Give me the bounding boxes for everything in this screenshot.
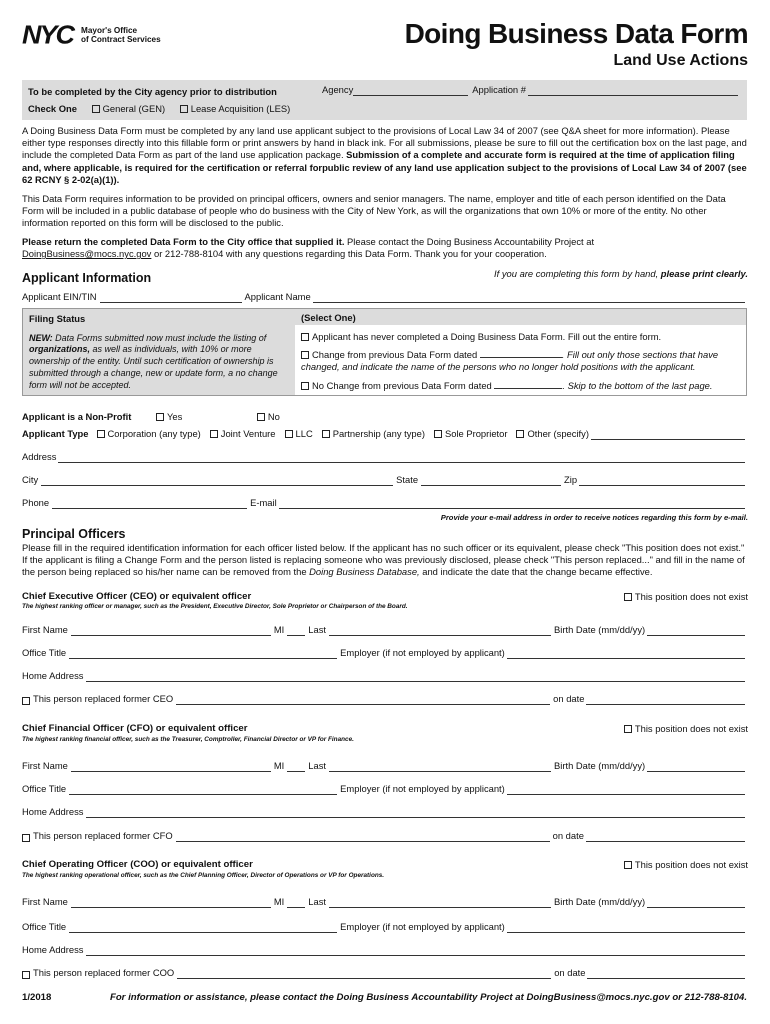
ceo-replaced-date-input[interactable] [586,696,745,705]
select-one-label: (Select One) [295,309,746,325]
coo-home-address-input[interactable] [86,947,746,956]
intro-paragraph-1: A Doing Business Data Form must be completed by any land use applicant subject to the provisions of Local Law 34 of 2007 (see Q&A sheet for more information). Please either type responses directly into this fillable form or print answers by hand in black ink. For all submissions, please be sure to fill out the certification box on the last page, and include the completed Data Form as part of the land use application package. Submission of a complete and accurate form is required at the time of application filing and, where applicable, is required for the certification or referral forpublic review of any land use application subject to the provisions of Local Law 34 of 2007 (see 62 RCNY § 2-02(a)(1)). [22,125,747,185]
cfo-title: Chief Financial Officer (CFO) or equivalent officer [22,723,248,734]
ceo-last-name-input[interactable] [329,627,551,636]
cfo-replaced-checkbox[interactable] [22,834,30,842]
nonprofit-no-checkbox[interactable] [257,413,265,421]
filing-status-note: NEW: Data Forms submitted now must include the listing of organizations, as well as individuals, with 10% or more ownership of the entity. Until such certification of ownership is submitted through a change, new or update form, a no change form will not be accepted. [29,332,278,390]
select-one-col [295,309,746,395]
contact-email-link[interactable]: DoingBusiness@mocs.nyc.gov [22,248,152,260]
cfo-mi-input[interactable] [287,763,305,772]
address-row [22,451,747,463]
footer [22,992,747,1004]
coo-not-exist-checkbox[interactable] [624,861,632,869]
applicant-name-label: Applicant Name [244,291,311,302]
ceo-replaced-checkbox[interactable] [22,697,30,705]
ceo-first-name-input[interactable] [71,627,271,636]
never-filed-checkbox[interactable] [301,333,309,341]
type-sole-proprietor-checkbox[interactable] [434,430,442,438]
ceo-replaced-name-input[interactable] [176,696,550,705]
application-number-input[interactable] [528,87,738,96]
state-input[interactable] [421,477,561,486]
form-subtitle: Land Use Actions [613,52,748,69]
cfo-title-row: Office Title Employer (if not employed by applicant) [22,783,747,795]
ceo-mi-input[interactable] [287,627,305,636]
phone-email-row [22,497,747,509]
coo-description: The highest ranking operational officer, such as the Chief Planning Officer, Director of Operations or VP for Operations. [22,872,385,879]
cfo-home-address-input[interactable] [86,809,746,818]
coo-title: Chief Operating Officer (COO) or equivalent officer [22,859,253,870]
coo-not-exist: This position does not exist [624,859,748,871]
option-no-change: No Change from previous Data Form dated . Skip to the bottom of the last page. [301,380,712,392]
footer-contact: For information or assistance, please contact the Doing Business Accountability Project at DoingBusiness@mocs.nyc.gov or 212-788-8104. [109,992,747,1003]
ceo-not-exist: This position does not exist [624,591,748,603]
ein-name-row [22,291,747,303]
coo-address-row: Home Address [22,944,747,956]
principal-officers-heading: Principal Officers [22,527,126,541]
email-input[interactable] [279,500,745,509]
zip-label: Zip [564,474,578,485]
no-change-checkbox[interactable] [301,382,309,390]
phone-input[interactable] [52,500,247,509]
ein-input[interactable] [100,294,242,303]
coo-employer-input[interactable] [507,924,745,933]
ceo-address-row: Home Address [22,670,747,682]
ceo-name-row: First Name MI Last Birth Date (mm/dd/yy) [22,624,747,636]
form-version-date: 1/2018 [22,992,52,1003]
coo-replaced-name-input[interactable] [177,970,551,979]
cfo-birth-date-input[interactable] [647,763,745,772]
coo-office-title-input[interactable] [69,924,337,933]
applicant-heading: Applicant Information [22,271,152,285]
state-label: State [396,474,419,485]
cfo-last-name-input[interactable] [329,763,551,772]
coo-replaced-checkbox[interactable] [22,971,30,979]
cfo-replaced-row: This person replaced former CFO on date [22,830,747,842]
type-other-checkbox[interactable] [516,430,524,438]
check-one-row [28,103,290,115]
cfo-name-row: First Name MI Last Birth Date (mm/dd/yy) [22,760,747,772]
applicant-name-input[interactable] [313,294,745,303]
change-date-input[interactable] [480,349,562,358]
type-partnership-checkbox[interactable] [322,430,330,438]
coo-name-row: First Name MI Last Birth Date (mm/dd/yy) [22,896,747,908]
gen-label: General (GEN) [102,103,166,114]
filing-status-label: Filing Status [29,313,86,324]
city-label: City [22,474,39,485]
ceo-employer-input[interactable] [507,650,745,659]
option-never: Applicant has never completed a Doing Business Data Form. Fill out the entire form. [301,331,661,343]
coo-replaced-row: This person replaced former COO on date [22,967,747,979]
cfo-employer-input[interactable] [507,786,745,795]
applicant-type-row: Applicant Type Corporation (any type) Joint Venture LLC Partnership (any type) Sole Proprietor Other (specify) [22,428,747,440]
coo-first-name-input[interactable] [71,899,271,908]
applicant-type-label: Applicant Type [22,428,89,439]
les-label: Lease Acquisition (LES) [190,103,291,114]
ein-label: Applicant EIN/TIN [22,291,97,302]
cfo-address-row: Home Address [22,806,747,818]
ceo-title: Chief Executive Officer (CEO) or equivalent officer [22,591,252,602]
zip-input[interactable] [579,477,745,486]
cfo-not-exist: This position does not exist [624,723,748,735]
ceo-title-row: Office Title Employer (if not employed by applicant) [22,647,747,659]
cfo-office-title-input[interactable] [69,786,337,795]
option-change: Change from previous Data Form dated . Fill out only those sections that have changed, and indicate the name of the persons who no longer hold positions with the applicant. [301,349,719,373]
ceo-office-title-input[interactable] [69,650,337,659]
type-other-input[interactable] [591,431,745,440]
coo-last-name-input[interactable] [329,899,551,908]
nonprofit-label: Applicant is a Non-Profit [22,411,132,422]
ceo-replaced-row: This person replaced former CEO on date [22,693,747,705]
agency-section [22,80,747,120]
cfo-description: The highest ranking financial officer, such as the Treasurer, Comptroller, Financial Director or VP for Finance. [22,736,354,743]
cfo-not-exist-checkbox[interactable] [624,725,632,733]
agency-label: Agency [322,84,354,95]
address-input[interactable] [58,454,745,463]
type-corporation-checkbox[interactable] [97,430,105,438]
cfo-replaced-name-input[interactable] [176,833,550,842]
nyc-logo-text: NYC [22,20,74,50]
agency-input[interactable] [353,87,468,96]
filing-status-box [22,308,747,396]
nonprofit-yes-checkbox[interactable] [156,413,164,421]
les-checkbox[interactable] [180,105,188,113]
city-input[interactable] [41,477,393,486]
ceo-not-exist-checkbox[interactable] [624,593,632,601]
coo-title-row: Office Title Employer (if not employed by applicant) [22,921,747,933]
no-change-date-input[interactable] [494,380,562,389]
application-label: Application # [472,84,526,95]
filing-status-col [23,309,295,395]
principal-officers-intro: Please fill in the required identification information for each officer listed below. If the applicant has no such officer or its equivalent, please check "This position does not exist." If the applicant is filing a Change Form and the person listed is replacing someone who was previously disclosed, please check "This person replaced..." and fill in the name of the person being replaced so his/her name can be removed from the Doing Business Database, and indicate the date that the change became effective. [22,542,745,578]
agency-row [322,84,740,96]
ceo-home-address-input[interactable] [86,673,746,682]
ceo-birth-date-input[interactable] [647,627,745,636]
gen-checkbox[interactable] [92,105,100,113]
type-llc-checkbox[interactable] [285,430,293,438]
agency-instruction: To be completed by the City agency prior to distribution [28,86,277,97]
type-joint-venture-checkbox[interactable] [210,430,218,438]
ceo-description: The highest ranking officer or manager, such as the President, Executive Director, Sole Proprietor or Chairperson of the Board. [22,603,408,610]
city-state-zip-row [22,474,747,486]
email-label: E-mail [250,497,277,508]
address-label: Address [22,451,57,462]
coo-mi-input[interactable] [287,899,305,908]
nonprofit-row: Applicant is a Non-Profit Yes No [22,411,280,422]
office-name: Mayor's Office of Contract Services [81,25,161,44]
coo-replaced-date-input[interactable] [587,970,745,979]
form-title: Doing Business Data Form [404,18,748,49]
cfo-first-name-input[interactable] [71,763,271,772]
email-note: Provide your e-mail address in order to receive notices regarding this form by e-mail. [440,513,748,522]
cfo-replaced-date-input[interactable] [586,833,745,842]
intro-paragraph-3: Please return the completed Data Form to the City office that supplied it. Please contact the Doing Business Accountability Project at DoingBusiness@mocs.nyc.gov or 212-788-8104 with any questions regarding this Data Form. Thank you for your cooperation. [22,236,595,260]
coo-birth-date-input[interactable] [647,899,745,908]
print-note: If you are completing this form by hand, please print clearly. [494,268,748,279]
intro-paragraph-2: This Data Form requires information to be provided on principal officers, owners and senior managers. The name, employer and title of each person identified on the Data Form will be included in a public database of people who do business with the City of New York, as will the organizations that own 10% or more of the entity. No other information reported on this form will be disclosed to the public. [22,193,726,229]
change-checkbox[interactable] [301,351,309,359]
check-one-label: Check One [28,103,77,114]
phone-label: Phone [22,497,50,508]
nyc-mocs-logo [22,22,161,49]
